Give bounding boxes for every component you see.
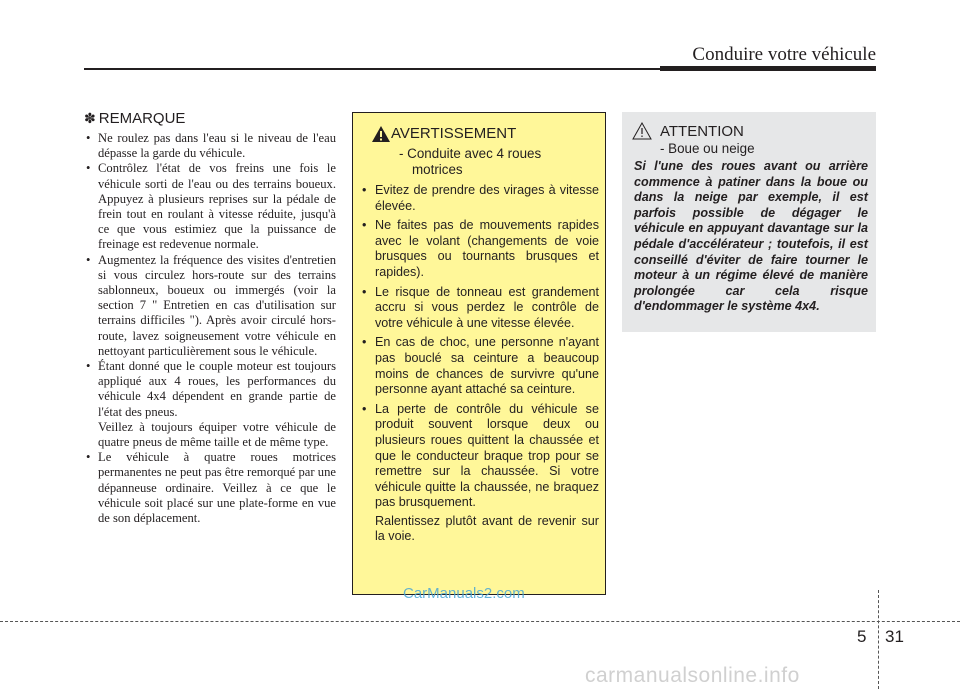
section-number: 5 bbox=[857, 627, 867, 646]
attention-body: Si l'une des roues avant ou arrière commence à patiner dans la boue ou dans la neige par exemple, il est parfois possible de dégager le véhicule en appuyant davantage sur la pédale d'accélérateur ; toutefois, il est conseillé d'éviter de faire tourner le moteur à un régime élevé de manière prolongée car cela risque d'endommager le système 4x4. bbox=[634, 159, 868, 314]
attention-title: ATTENTION bbox=[660, 123, 744, 140]
watermark-text: CarManuals2.com bbox=[403, 585, 525, 602]
bullet-icon: • bbox=[362, 183, 367, 197]
bullet-icon: • bbox=[362, 401, 367, 416]
warning-subtitle bbox=[399, 146, 597, 178]
note-heading bbox=[84, 110, 336, 127]
warning-item-text: Evitez de prendre des virages à vitesse élevée. bbox=[375, 183, 599, 213]
warning-item-extra: Ralentissez plutôt avant de revenir sur la voie. bbox=[375, 513, 599, 544]
note-item-text: Ne roulez pas dans l'eau si le niveau de l'eau dépasse la garde du véhicule. bbox=[98, 131, 336, 161]
bullet-icon: • bbox=[86, 252, 91, 267]
bullet-icon: • bbox=[86, 161, 91, 176]
bullet-icon: • bbox=[362, 218, 367, 233]
warning-subtitle-line2: motrices bbox=[412, 162, 463, 177]
bullet-icon: • bbox=[86, 131, 91, 145]
list-item bbox=[84, 253, 336, 359]
list-item bbox=[84, 450, 336, 526]
warning-title: AVERTISSEMENT bbox=[391, 125, 517, 142]
warning-item-text: En cas de choc, une personne n'ayant pas bouclé sa ceinture a beaucoup moins de chances de survivre qu'une personne ayant attaché sa ceinture. bbox=[375, 335, 599, 397]
list-item bbox=[361, 218, 599, 280]
warning-subtitle-line1: - Conduite avec 4 roues bbox=[399, 146, 542, 161]
list-item bbox=[84, 359, 336, 450]
footer-divider bbox=[0, 621, 960, 622]
warning-item-text: La perte de contrôle du véhicule se produit souvent lorsque deux ou plusieurs roues quittent la chaussée et que le conducteur braque trop pour se remettre sur la chaussée. Si votre véhicule quitte la chaussée, ne braquez pas brusquement. bbox=[375, 401, 599, 510]
note-item-text: Étant donné que le couple moteur est toujours appliqué aux 4 roues, les performances du véhicule 4x4 dépendent en grande partie de l'état des pneus. bbox=[98, 359, 336, 419]
list-item bbox=[361, 335, 599, 397]
list-item bbox=[361, 183, 599, 214]
bullet-icon: • bbox=[362, 284, 367, 299]
warning-heading bbox=[365, 125, 597, 178]
page-number: 31 bbox=[885, 627, 904, 646]
bullet-icon: • bbox=[86, 359, 91, 374]
note-item-text: Augmentez la fréquence des visites d'entretien si vous circulez hors-route sur des terrains sablonneux, boueux ou immergés (voir la section 7 " Entretien en cas d'utilisation sur terrains difficiles "). Après avoir circulé hors-route, lavez soigneusement votre véhicule en nettoyant particulièrement sous le véhicule. bbox=[98, 252, 336, 358]
list-item bbox=[84, 131, 336, 161]
list-item bbox=[361, 285, 599, 332]
list-item bbox=[361, 402, 599, 545]
note-item-extra: Veillez à toujours équiper votre véhicule de quatre pneus de même taille et de même type. bbox=[98, 419, 336, 450]
bottom-watermark: carmanualsonline.info bbox=[585, 664, 800, 687]
note-cross-icon: ✽ bbox=[84, 110, 96, 126]
note-item-text: Le véhicule à quatre roues motrices permanentes ne peut pas être remorqué par une dépanneuse ordinaire. Veillez à ce que le véhicule soit placé sur une plate-forme en vue de son déplacement. bbox=[98, 450, 336, 526]
warning-item-text: Le risque de tonneau est grandement accru si vous perdez le contrôle de votre véhicule à une vitesse élevée. bbox=[375, 284, 599, 330]
attention-box bbox=[622, 112, 876, 332]
note-list bbox=[84, 131, 336, 526]
attention-subtitle: - Boue ou neige bbox=[660, 141, 755, 156]
header-rule-accent bbox=[660, 66, 876, 71]
page-header-title: Conduire votre véhicule bbox=[692, 44, 876, 65]
caution-triangle-icon bbox=[632, 122, 652, 140]
warning-list bbox=[361, 183, 599, 549]
note-column bbox=[84, 110, 336, 526]
bullet-icon: • bbox=[362, 335, 367, 350]
warning-box bbox=[352, 112, 606, 595]
list-item bbox=[84, 161, 336, 252]
warning-item-text: Ne faites pas de mouvements rapides avec le volant (changements de voie brusques ou tournants brusques et rapides). bbox=[375, 218, 599, 279]
note-heading-label: REMARQUE bbox=[98, 110, 186, 127]
bullet-icon: • bbox=[86, 450, 91, 465]
note-item-text: Contrôlez l'état de vos freins une fois le véhicule sorti de l'eau ou des terrains boueux. Appuyez à plusieurs reprises sur la pédale de frein tout en roulant à vitesse réduite, jusqu'à ce que vous estimiez que la puissance de freinage est redevenue normale. bbox=[98, 161, 336, 252]
warning-triangle-icon bbox=[371, 125, 391, 143]
footer-vertical-divider bbox=[878, 590, 880, 689]
